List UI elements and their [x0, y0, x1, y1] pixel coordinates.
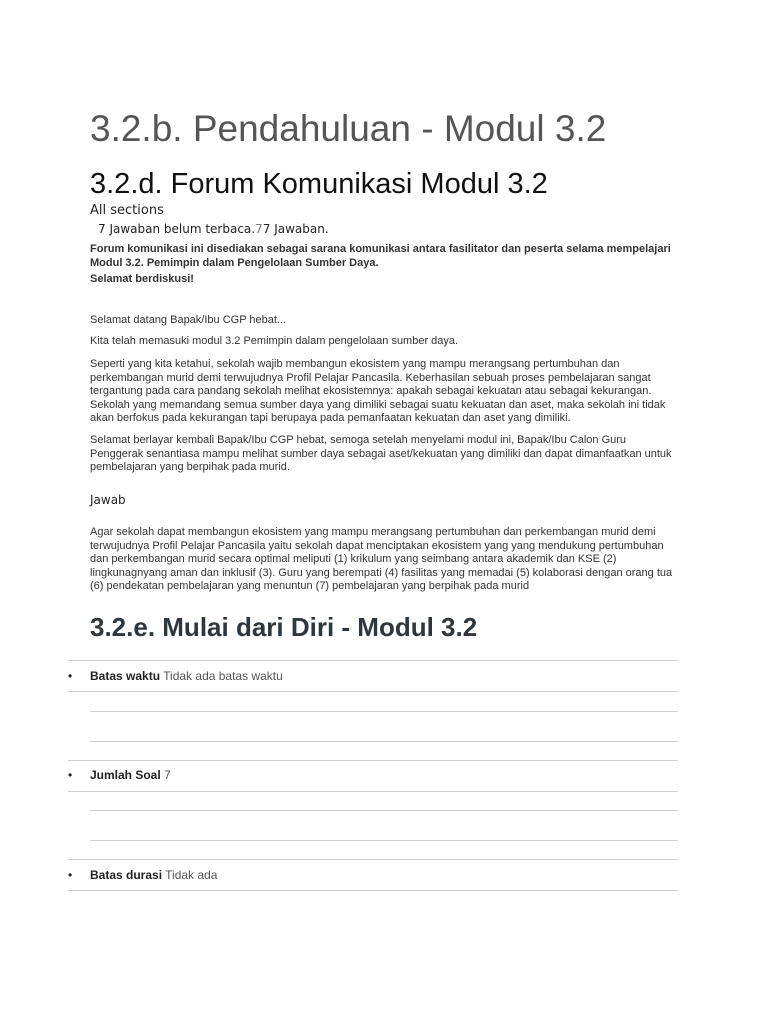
- forum-title: 3.2.d. Forum Komunikasi Modul 3.2: [90, 168, 548, 200]
- reply-button[interactable]: Jawab: [90, 493, 126, 507]
- item-value: Tidak ada batas waktu: [163, 669, 283, 683]
- divider: [68, 859, 678, 860]
- unread-count: 7: [255, 222, 263, 236]
- divider: [90, 840, 678, 841]
- divider: [90, 741, 678, 742]
- item-label: Jumlah Soal: [90, 768, 161, 782]
- list-item-question-count: [90, 768, 171, 782]
- unread-replies[interactable]: 7 Jawaban belum terbaca.: [98, 222, 256, 236]
- total-replies: 7 Jawaban.: [262, 222, 329, 236]
- all-sections-link[interactable]: All sections: [90, 203, 164, 218]
- divider: [68, 691, 678, 692]
- item-value: Tidak ada: [165, 868, 218, 882]
- page-title-pendahuluan: 3.2.b. Pendahuluan - Modul 3.2: [90, 108, 607, 149]
- bullet-icon: •: [68, 669, 73, 683]
- item-label: Batas durasi: [90, 868, 163, 882]
- divider: [68, 791, 678, 792]
- post-paragraph: Kita telah memasuki modul 3.2 Pemimpin dalam pengelolaan sumber daya.: [90, 335, 459, 347]
- reply-count: [98, 222, 329, 236]
- post-paragraph: Selamat datang Bapak/Ibu CGP hebat...: [90, 314, 287, 326]
- bullet-icon: •: [68, 868, 73, 882]
- post-paragraph: Selamat berlayar kembali Bapak/Ibu CGP hebat, semoga setelah menyelami modul ini, Bapak/Ibu Calon Guru Penggerak senantiasa mampu melihat sumber daya sebagai aset/kekuatan yang dimiliki dan dapat dimanfaatkan untuk pembelajaran yang berpihak pada murid.: [90, 434, 672, 473]
- item-label: Batas waktu: [90, 669, 161, 683]
- divider: [68, 760, 678, 761]
- divider: [90, 711, 678, 712]
- section-title-mulai-dari-diri: 3.2.e. Mulai dari Diri - Modul 3.2: [90, 612, 478, 642]
- divider: [68, 660, 678, 661]
- answer-text: Agar sekolah dapat membangun ekosistem yang mampu merangsang pertumbuhan dan perkembangan murid demi terwujudnya Profil Pelajar Pancasila yaitu sekolah dapat menciptakan ekosistem yang yang mendukung pertumbuhan dan perkembangan murid secara optimal meliputi (1) krikulum yang seimbang antara akademik dan KSE (2) lingkunagnyang aman dan inklusif (3). Guru yang berempati (4) fasilitas yang memadai (5) kolaborasi dengan orang tua (6) pendekatan pembelajaran yang menuntun (7) pembelajaran yang berpihak pada murid: [90, 526, 673, 592]
- forum-intro: Forum komunikasi ini disediakan sebagai sarana komunikasi antara fasilitator dan peserta selama mempelajari Modul 3.2. Pemimpin dalam Pengelolaan Sumber Daya.: [90, 243, 671, 269]
- list-item-duration-limit: [90, 868, 217, 882]
- post-paragraph: Seperti yang kita ketahui, sekolah wajib membangun ekosistem yang mampu merangsang pertumbuhan dan perkembangan murid demi terwujudnya Profil Pelajar Pancasila. Keberhasilan sebuah proses pembelajaran sangat tergantung pada cara pandang sekolah melihat ekosistemnya: apakah sebagai kekuatan atau sebagai kekurangan. Sekolah yang memandang semua sumber daya yang dimiliki sebagai suatu kekuatan dan aset, maka sekolah ini tidak akan berfokus pada kekurangan tapi berupaya pada pemanfaatan kekuatan dan aset yang dimiliki.: [90, 358, 666, 424]
- bullet-icon: •: [68, 768, 73, 782]
- list-item-time-limit: [90, 669, 283, 683]
- divider: [90, 810, 678, 811]
- forum-greeting: Selamat berdiskusi!: [90, 273, 194, 285]
- item-value: 7: [164, 768, 171, 782]
- divider: [68, 890, 678, 891]
